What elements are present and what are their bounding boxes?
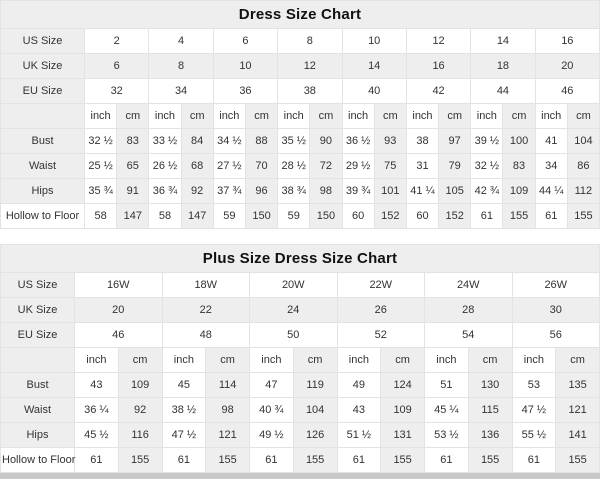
row-label: Hollow to Floor <box>1 448 75 473</box>
size-value-cell: 16 <box>535 29 599 54</box>
plus-size-dress-size-chart-table <box>0 244 600 473</box>
measure-cm-cell: 147 <box>181 204 213 229</box>
size-value-cell: 20 <box>75 298 163 323</box>
measure-inch-cell: 61 <box>162 448 206 473</box>
measure-inch-cell: 45 ½ <box>75 423 119 448</box>
measure-cm-cell: 100 <box>503 129 535 154</box>
measure-inch-cell: 29 ½ <box>342 154 374 179</box>
measure-inch-cell: 53 <box>512 373 556 398</box>
measure-inch-cell: 43 <box>75 373 119 398</box>
unit-row-spacer <box>1 104 85 129</box>
measure-inch-cell: 61 <box>512 448 556 473</box>
measure-inch-cell: 36 ¼ <box>75 398 119 423</box>
measure-cm-cell: 90 <box>310 129 342 154</box>
measure-cm-cell: 155 <box>206 448 250 473</box>
size-value-cell: 44 <box>471 79 535 104</box>
row-label: US Size <box>1 29 85 54</box>
measure-inch-cell: 45 ¼ <box>425 398 469 423</box>
measure-inch-cell: 32 ½ <box>85 129 117 154</box>
unit-cm-header: cm <box>503 104 535 129</box>
measure-cm-cell: 155 <box>567 204 599 229</box>
unit-cm-header: cm <box>310 104 342 129</box>
unit-inch-header: inch <box>278 104 310 129</box>
size-value-cell: 54 <box>425 323 513 348</box>
unit-row-spacer <box>1 348 75 373</box>
measure-cm-cell: 72 <box>310 154 342 179</box>
unit-inch-header: inch <box>535 104 567 129</box>
unit-inch-header: inch <box>250 348 294 373</box>
measure-inch-cell: 44 ¼ <box>535 179 567 204</box>
measure-inch-cell: 61 <box>75 448 119 473</box>
measure-cm-cell: 83 <box>117 129 149 154</box>
unit-cm-header: cm <box>439 104 471 129</box>
measure-inch-cell: 33 ½ <box>149 129 181 154</box>
row-label: Hollow to Floor <box>1 204 85 229</box>
measure-inch-cell: 35 ½ <box>278 129 310 154</box>
measure-cm-cell: 121 <box>556 398 600 423</box>
measure-cm-cell: 109 <box>503 179 535 204</box>
measure-cm-cell: 98 <box>206 398 250 423</box>
measure-inch-cell: 25 ½ <box>85 154 117 179</box>
size-value-cell: 30 <box>512 298 600 323</box>
measure-cm-cell: 75 <box>374 154 406 179</box>
measure-inch-cell: 35 ¾ <box>85 179 117 204</box>
size-value-cell: 4 <box>149 29 213 54</box>
size-value-cell: 2 <box>85 29 149 54</box>
measure-inch-cell: 49 ½ <box>250 423 294 448</box>
size-value-cell: 6 <box>213 29 277 54</box>
size-value-cell: 14 <box>342 54 406 79</box>
unit-inch-header: inch <box>512 348 556 373</box>
size-value-cell: 10 <box>342 29 406 54</box>
measure-inch-cell: 59 <box>213 204 245 229</box>
measure-inch-cell: 49 <box>337 373 381 398</box>
measure-cm-cell: 98 <box>310 179 342 204</box>
measure-inch-cell: 60 <box>406 204 438 229</box>
unit-inch-header: inch <box>425 348 469 373</box>
measure-cm-cell: 119 <box>293 373 337 398</box>
size-value-cell: 42 <box>406 79 470 104</box>
size-value-cell: 48 <box>162 323 250 348</box>
measure-inch-cell: 31 <box>406 154 438 179</box>
measure-inch-cell: 55 ½ <box>512 423 556 448</box>
measure-cm-cell: 96 <box>245 179 277 204</box>
size-value-cell: 28 <box>425 298 513 323</box>
dress-size-chart-table <box>0 0 600 229</box>
row-label: EU Size <box>1 323 75 348</box>
measure-cm-cell: 116 <box>118 423 162 448</box>
table-title: Dress Size Chart <box>1 1 600 29</box>
measure-cm-cell: 121 <box>206 423 250 448</box>
measure-inch-cell: 38 ¾ <box>278 179 310 204</box>
size-value-cell: 24 <box>250 298 338 323</box>
measure-inch-cell: 36 ½ <box>342 129 374 154</box>
measure-cm-cell: 101 <box>374 179 406 204</box>
row-label: Waist <box>1 398 75 423</box>
size-value-cell: 8 <box>149 54 213 79</box>
size-value-cell: 14 <box>471 29 535 54</box>
measure-inch-cell: 37 ¾ <box>213 179 245 204</box>
measure-cm-cell: 109 <box>118 373 162 398</box>
measure-cm-cell: 114 <box>206 373 250 398</box>
measure-inch-cell: 41 <box>535 129 567 154</box>
measure-cm-cell: 79 <box>439 154 471 179</box>
row-label: UK Size <box>1 298 75 323</box>
unit-inch-header: inch <box>85 104 117 129</box>
size-value-cell: 12 <box>278 54 342 79</box>
measure-cm-cell: 104 <box>293 398 337 423</box>
measure-inch-cell: 26 ½ <box>149 154 181 179</box>
bottom-edge-strip <box>0 473 600 479</box>
measure-cm-cell: 115 <box>468 398 512 423</box>
unit-cm-header: cm <box>117 104 149 129</box>
size-value-cell: 18 <box>471 54 535 79</box>
measure-inch-cell: 47 ½ <box>512 398 556 423</box>
size-value-cell: 32 <box>85 79 149 104</box>
measure-inch-cell: 43 <box>337 398 381 423</box>
row-label: Bust <box>1 373 75 398</box>
measure-cm-cell: 150 <box>310 204 342 229</box>
measure-inch-cell: 28 ½ <box>278 154 310 179</box>
table-gap <box>0 229 600 244</box>
measure-inch-cell: 34 <box>535 154 567 179</box>
measure-inch-cell: 58 <box>149 204 181 229</box>
measure-cm-cell: 126 <box>293 423 337 448</box>
measure-inch-cell: 59 <box>278 204 310 229</box>
measure-cm-cell: 105 <box>439 179 471 204</box>
measure-cm-cell: 86 <box>567 154 599 179</box>
measure-inch-cell: 36 ¾ <box>149 179 181 204</box>
measure-cm-cell: 155 <box>468 448 512 473</box>
unit-cm-header: cm <box>567 104 599 129</box>
unit-cm-header: cm <box>206 348 250 373</box>
measure-cm-cell: 91 <box>117 179 149 204</box>
size-value-cell: 46 <box>535 79 599 104</box>
size-value-cell: 52 <box>337 323 425 348</box>
measure-inch-cell: 47 ½ <box>162 423 206 448</box>
size-value-cell: 38 <box>278 79 342 104</box>
measure-cm-cell: 147 <box>117 204 149 229</box>
measure-cm-cell: 124 <box>381 373 425 398</box>
table-title: Plus Size Dress Size Chart <box>1 245 600 273</box>
measure-cm-cell: 155 <box>118 448 162 473</box>
measure-cm-cell: 112 <box>567 179 599 204</box>
measure-inch-cell: 40 ¾ <box>250 398 294 423</box>
measure-cm-cell: 88 <box>245 129 277 154</box>
unit-cm-header: cm <box>381 348 425 373</box>
measure-cm-cell: 155 <box>381 448 425 473</box>
size-value-cell: 16W <box>75 273 163 298</box>
measure-cm-cell: 155 <box>293 448 337 473</box>
measure-inch-cell: 51 <box>425 373 469 398</box>
measure-inch-cell: 32 ½ <box>471 154 503 179</box>
measure-inch-cell: 58 <box>85 204 117 229</box>
measure-cm-cell: 104 <box>567 129 599 154</box>
unit-cm-header: cm <box>293 348 337 373</box>
measure-cm-cell: 131 <box>381 423 425 448</box>
size-value-cell: 46 <box>75 323 163 348</box>
measure-cm-cell: 136 <box>468 423 512 448</box>
measure-inch-cell: 61 <box>535 204 567 229</box>
size-value-cell: 20 <box>535 54 599 79</box>
measure-inch-cell: 61 <box>425 448 469 473</box>
unit-inch-header: inch <box>406 104 438 129</box>
size-value-cell: 8 <box>278 29 342 54</box>
measure-cm-cell: 109 <box>381 398 425 423</box>
measure-inch-cell: 27 ½ <box>213 154 245 179</box>
measure-cm-cell: 92 <box>118 398 162 423</box>
size-value-cell: 22 <box>162 298 250 323</box>
measure-inch-cell: 61 <box>337 448 381 473</box>
measure-inch-cell: 51 ½ <box>337 423 381 448</box>
row-label: Hips <box>1 423 75 448</box>
size-value-cell: 12 <box>406 29 470 54</box>
size-value-cell: 56 <box>512 323 600 348</box>
size-value-cell: 36 <box>213 79 277 104</box>
measure-cm-cell: 83 <box>503 154 535 179</box>
measure-inch-cell: 45 <box>162 373 206 398</box>
measure-inch-cell: 39 ½ <box>471 129 503 154</box>
unit-inch-header: inch <box>337 348 381 373</box>
measure-inch-cell: 41 ¼ <box>406 179 438 204</box>
size-value-cell: 26 <box>337 298 425 323</box>
unit-cm-header: cm <box>468 348 512 373</box>
unit-cm-header: cm <box>245 104 277 129</box>
measure-cm-cell: 93 <box>374 129 406 154</box>
size-value-cell: 16 <box>406 54 470 79</box>
row-label: US Size <box>1 273 75 298</box>
measure-cm-cell: 130 <box>468 373 512 398</box>
unit-inch-header: inch <box>162 348 206 373</box>
measure-cm-cell: 92 <box>181 179 213 204</box>
measure-inch-cell: 39 ¾ <box>342 179 374 204</box>
measure-cm-cell: 141 <box>556 423 600 448</box>
row-label: Hips <box>1 179 85 204</box>
unit-cm-header: cm <box>118 348 162 373</box>
measure-cm-cell: 135 <box>556 373 600 398</box>
measure-cm-cell: 155 <box>556 448 600 473</box>
size-value-cell: 22W <box>337 273 425 298</box>
measure-cm-cell: 152 <box>439 204 471 229</box>
unit-cm-header: cm <box>556 348 600 373</box>
size-value-cell: 6 <box>85 54 149 79</box>
measure-inch-cell: 38 ½ <box>162 398 206 423</box>
unit-inch-header: inch <box>75 348 119 373</box>
measure-inch-cell: 42 ¾ <box>471 179 503 204</box>
size-value-cell: 40 <box>342 79 406 104</box>
measure-cm-cell: 97 <box>439 129 471 154</box>
measure-inch-cell: 53 ½ <box>425 423 469 448</box>
measure-cm-cell: 150 <box>245 204 277 229</box>
measure-inch-cell: 34 ½ <box>213 129 245 154</box>
unit-inch-header: inch <box>213 104 245 129</box>
unit-cm-header: cm <box>181 104 213 129</box>
size-value-cell: 34 <box>149 79 213 104</box>
measure-cm-cell: 70 <box>245 154 277 179</box>
measure-inch-cell: 61 <box>471 204 503 229</box>
size-value-cell: 10 <box>213 54 277 79</box>
measure-inch-cell: 47 <box>250 373 294 398</box>
size-value-cell: 26W <box>512 273 600 298</box>
row-label: UK Size <box>1 54 85 79</box>
row-label: Bust <box>1 129 85 154</box>
size-value-cell: 50 <box>250 323 338 348</box>
size-value-cell: 18W <box>162 273 250 298</box>
unit-inch-header: inch <box>471 104 503 129</box>
row-label: EU Size <box>1 79 85 104</box>
unit-inch-header: inch <box>342 104 374 129</box>
size-value-cell: 24W <box>425 273 513 298</box>
measure-inch-cell: 61 <box>250 448 294 473</box>
unit-inch-header: inch <box>149 104 181 129</box>
unit-cm-header: cm <box>374 104 406 129</box>
measure-inch-cell: 38 <box>406 129 438 154</box>
measure-inch-cell: 60 <box>342 204 374 229</box>
size-value-cell: 20W <box>250 273 338 298</box>
row-label: Waist <box>1 154 85 179</box>
measure-cm-cell: 68 <box>181 154 213 179</box>
measure-cm-cell: 155 <box>503 204 535 229</box>
measure-cm-cell: 65 <box>117 154 149 179</box>
measure-cm-cell: 152 <box>374 204 406 229</box>
measure-cm-cell: 84 <box>181 129 213 154</box>
